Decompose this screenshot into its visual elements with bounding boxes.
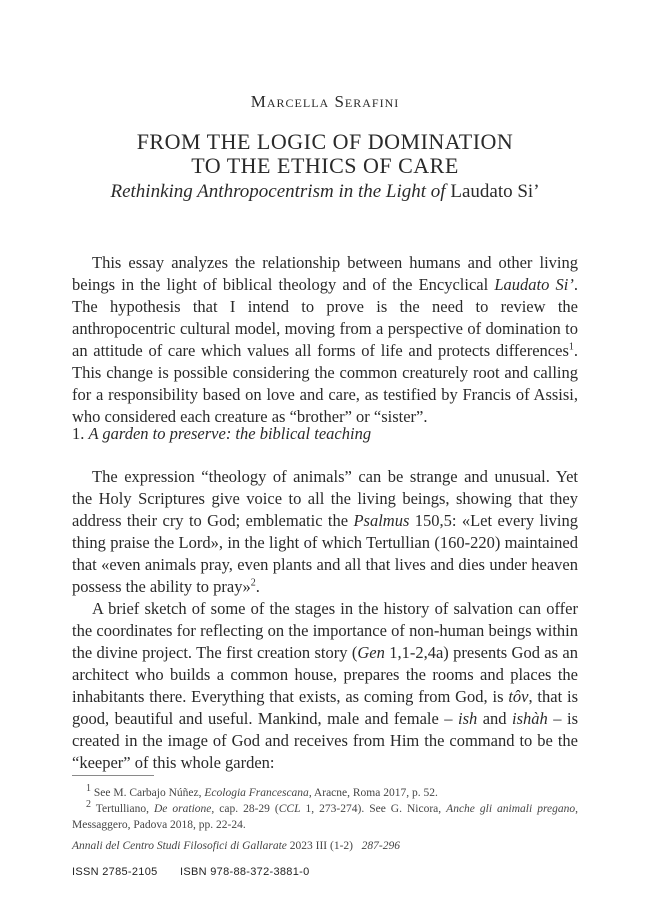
section-heading	[72, 424, 371, 444]
para2-and: and	[477, 709, 513, 728]
fn2-text-b: , cap. 28-29 (	[211, 803, 279, 815]
journal-citation	[72, 840, 400, 852]
subtitle-roman: Laudato Si’	[445, 181, 540, 202]
footnote-2-number: 2	[86, 799, 91, 811]
para2-gen: Gen	[357, 643, 385, 662]
para2-text-b: 1,1-2,4a) presents God as an architect who builds a common house, prepares the rooms and places the inhabitants there. Everything that exists, as coming from God, is	[72, 643, 578, 706]
journal-volume: 2023 III (1-2)	[286, 840, 353, 852]
section-title: A garden to preserve: the biblical teaching	[88, 424, 372, 443]
footnote-ref-2[interactable]: 2	[250, 577, 256, 589]
fn1-italic: Ecologia Francescana	[204, 787, 309, 799]
article-title	[0, 130, 650, 178]
para2-tov: tôv	[508, 687, 529, 706]
fn2-italic-2: Anche gli animali pregano	[446, 803, 576, 815]
title-line-2: TO THE ETHICS OF CARE	[191, 153, 459, 178]
page-range: 287-296	[361, 840, 400, 852]
section-number: 1.	[72, 424, 89, 443]
footnote-ref-1[interactable]: 1	[568, 341, 574, 353]
isbn-label: ISBN 978-88-372-3881-0	[180, 866, 310, 878]
issn-label: ISSN 2785-2105	[72, 866, 158, 878]
abstract-paragraph	[72, 252, 578, 428]
body-paragraph-2	[72, 598, 578, 774]
title-line-1: FROM THE LOGIC OF DOMINATION	[136, 129, 514, 154]
abstract-text-c: . This change is possible considering the common creaturely root and calling for a responsibility based on love and care, as testified by Francis of Assisi, who considered each creature as “brother” or “sister”.	[72, 341, 578, 426]
article-subtitle	[0, 181, 650, 203]
para2-text-c: , that is good, beautiful and useful. Mankind, male and female –	[72, 687, 578, 728]
para2-text-a: A brief sketch of some of the stages in the history of salvation can offer the coordinates for reflecting on the importance of non-human beings within the divine project. The first creation story (	[72, 599, 578, 662]
para1-text-b: 150,5: «Let every living thing praise the Lord», in the light of which Tertullian (160-220) maintained that «even animals pray, even plants and all that lives and dies under heaven possess the ability to pray»	[72, 511, 579, 596]
para1-text-c: .	[255, 577, 260, 596]
abstract-text-b: . The hypothesis that I intend to prove is the need to review the anthropocentric cultural model, moving from a perspective of domination to an attitude of care which values all forms of life and protects differences	[72, 275, 578, 360]
footnote-1-number: 1	[86, 783, 91, 795]
para1-text-a: The expression “theology of animals” can be strange and unusual. Yet the Holy Scriptures give voice to all the living beings, showing that they address their cry to God; emblematic the	[72, 467, 578, 530]
footnotes	[72, 785, 578, 833]
body-text	[72, 466, 578, 774]
footnote-2	[72, 801, 578, 833]
para2-text-d: – is created in the image of God and receives from Him the command to be the “keeper” of this whole garden:	[72, 709, 578, 772]
footnote-1	[72, 785, 578, 801]
subtitle-italic: Rethinking Anthropocentrism in the Light of	[110, 181, 446, 202]
fn2-text-c: 1, 273-274). See G. Nicora,	[300, 803, 447, 815]
abstract	[72, 252, 578, 428]
footnote-divider	[72, 775, 154, 776]
abstract-text-a: This essay analyzes the relationship between humans and other living beings in the light of biblical theology and of the Encyclical	[72, 253, 578, 294]
para1-italic: Psalmus	[353, 511, 410, 530]
fn1-text-a: See M. Carbajo Núñez,	[91, 787, 205, 799]
identifier-row	[72, 866, 310, 878]
fn2-text-a: Tertulliano,	[91, 803, 154, 815]
fn2-italic: De oratione	[153, 803, 212, 815]
para2-ish: ish	[458, 709, 478, 728]
body-paragraph-1	[72, 466, 578, 598]
fn1-text-b: , Aracne, Roma 2017, p. 52.	[308, 787, 438, 799]
fn2-ccl: CCL	[278, 803, 301, 815]
para2-ishah: ishàh	[512, 709, 548, 728]
abstract-italic: Laudato Si’	[494, 275, 574, 294]
journal-name: Annali del Centro Studi Filosofici di Gallarate	[72, 840, 287, 852]
author-name: Marcella Serafini	[250, 92, 400, 111]
fn2-text-d: , Messaggero, Padova 2018, pp. 22-24.	[72, 803, 578, 831]
